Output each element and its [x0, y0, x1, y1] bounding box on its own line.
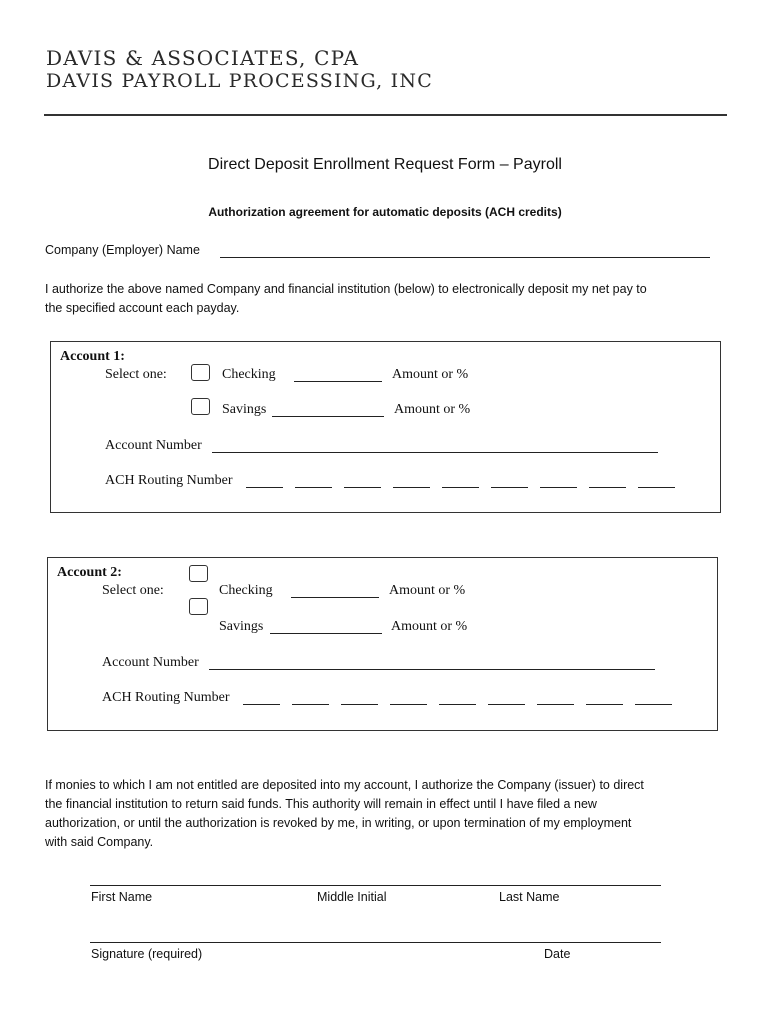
account-2-checking-label: Checking — [219, 583, 273, 598]
account-2-savings-label: Savings — [219, 619, 264, 634]
account-1-routing-digit-7[interactable] — [540, 487, 577, 488]
last-name-label: Last Name — [499, 890, 560, 904]
account-2-routing-digit-4[interactable] — [390, 704, 427, 705]
date-label: Date — [544, 947, 571, 961]
account-2-number-label: Account Number — [102, 655, 199, 670]
account-1-savings-amount-field[interactable] — [272, 416, 384, 417]
signature-label: Signature (required) — [91, 947, 203, 961]
account-2-savings-checkbox[interactable] — [189, 598, 208, 615]
account-1-routing-digit-9[interactable] — [638, 487, 675, 488]
name-signature-line[interactable] — [90, 885, 661, 886]
account-1-checking-label: Checking — [222, 367, 276, 382]
account-2-routing-digit-6[interactable] — [488, 704, 525, 705]
account-2-number-field[interactable] — [209, 669, 655, 670]
form-subtitle: Authorization agreement for automatic deposits (ACH credits) — [208, 205, 562, 219]
account-1-heading: Account 1: — [60, 349, 125, 364]
authorize-text-line-1: I authorize the above named Company and financial institution (below) to electronically deposit my net pay to — [45, 282, 647, 296]
account-2-routing-digit-1[interactable] — [243, 704, 280, 705]
letterhead — [46, 47, 433, 93]
account-1-routing-digit-1[interactable] — [246, 487, 283, 488]
account-1-routing-digit-8[interactable] — [589, 487, 626, 488]
letterhead-line-2: DAVIS PAYROLL PROCESSING, INC — [46, 70, 433, 92]
disclaimer-line-2: the financial institution to return said funds. This authority will remain in effect until I have filed a new — [45, 797, 597, 811]
disclaimer-line-3: authorization, or until the authorization is revoked by me, in writing, or upon termination of my employment — [45, 816, 632, 830]
account-2-heading: Account 2: — [57, 565, 122, 580]
account-1-routing-digit-2[interactable] — [295, 487, 332, 488]
account-1-routing-digit-3[interactable] — [344, 487, 381, 488]
account-1-routing-digit-6[interactable] — [491, 487, 528, 488]
account-2-checking-amount-label: Amount or % — [389, 583, 466, 598]
account-2-routing-digit-5[interactable] — [439, 704, 476, 705]
account-2-routing-label: ACH Routing Number — [102, 690, 230, 705]
disclaimer-line-1: If monies to which I am not entitled are deposited into my account, I authorize the Company (issuer) to direct — [45, 778, 644, 792]
account-1-checking-amount-field[interactable] — [294, 381, 382, 382]
middle-initial-label: Middle Initial — [317, 890, 387, 904]
account-1-savings-label: Savings — [222, 402, 267, 417]
account-2-select-label: Select one: — [102, 583, 164, 598]
account-1-savings-checkbox[interactable] — [191, 398, 210, 415]
account-1-checking-amount-label: Amount or % — [392, 367, 469, 382]
letterhead-line-1: DAVIS & ASSOCIATES, CPA — [46, 46, 360, 70]
company-name-field[interactable] — [220, 257, 710, 258]
account-2-checking-checkbox[interactable] — [189, 565, 208, 582]
authorize-text-line-2: the specified account each payday. — [45, 301, 240, 315]
account-2-routing-digit-9[interactable] — [635, 704, 672, 705]
header-divider — [44, 114, 727, 116]
account-1-checking-checkbox[interactable] — [191, 364, 210, 381]
account-2-routing-digit-3[interactable] — [341, 704, 378, 705]
account-1-number-field[interactable] — [212, 452, 658, 453]
account-1-select-label: Select one: — [105, 367, 167, 382]
account-2-routing-digit-7[interactable] — [537, 704, 574, 705]
account-2-routing-digit-8[interactable] — [586, 704, 623, 705]
account-1-routing-digit-4[interactable] — [393, 487, 430, 488]
disclaimer-line-4: with said Company. — [45, 835, 154, 849]
form-title: Direct Deposit Enrollment Request Form – Payroll — [208, 156, 562, 173]
account-2-savings-amount-field[interactable] — [270, 633, 382, 634]
account-2-routing-digit-2[interactable] — [292, 704, 329, 705]
account-1-number-label: Account Number — [105, 438, 202, 453]
first-name-label: First Name — [91, 890, 153, 904]
company-name-label: Company (Employer) Name — [45, 243, 200, 257]
account-1-savings-amount-label: Amount or % — [394, 402, 471, 417]
signature-date-line[interactable] — [90, 942, 661, 943]
account-2-checking-amount-field[interactable] — [291, 597, 379, 598]
account-1-routing-digit-5[interactable] — [442, 487, 479, 488]
account-1-routing-label: ACH Routing Number — [105, 473, 233, 488]
account-2-savings-amount-label: Amount or % — [391, 619, 468, 634]
